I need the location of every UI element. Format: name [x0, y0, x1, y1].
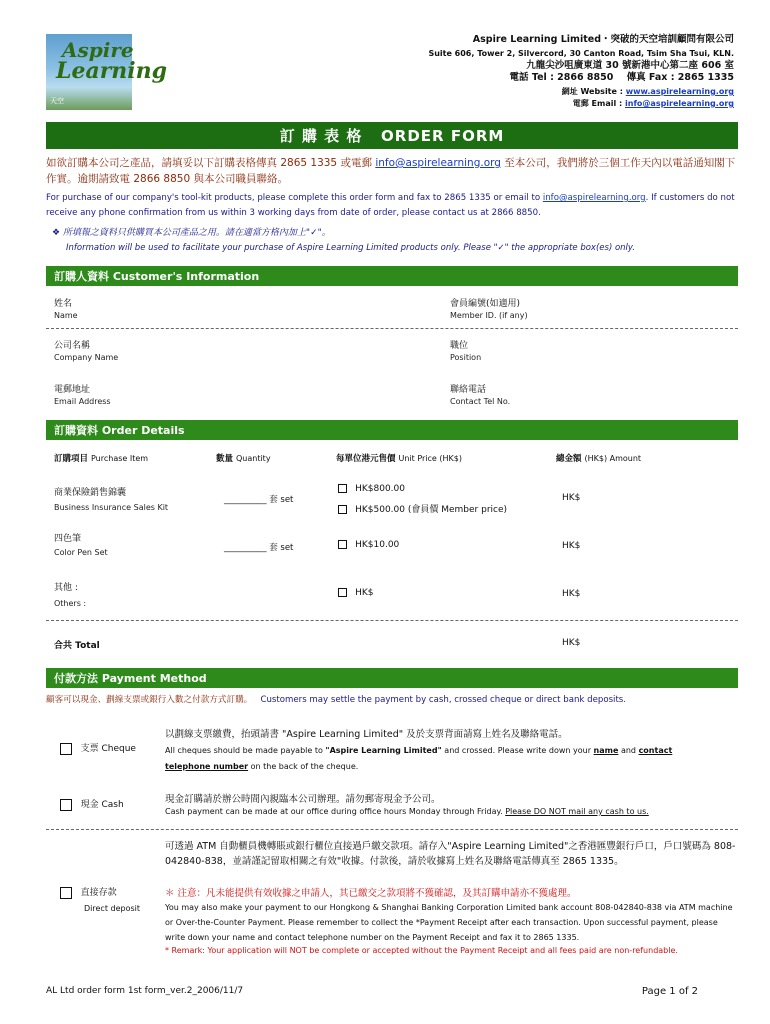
cash-option[interactable] — [60, 797, 124, 811]
company-email — [573, 98, 734, 110]
note-en: Information will be used to facilitate your purchase of Aspire Learning Limited products only. Please "✓" the appropriate box(es) only. — [66, 243, 635, 253]
item1-price1: HK$800.00 — [355, 484, 405, 494]
deposit-checkbox[interactable] — [60, 887, 72, 899]
company-logo — [46, 34, 168, 110]
cheque-en-contact: contact — [638, 746, 673, 755]
intro-en-part2: . If customers do not receive any phone confirmation from us within 3 working days from date of order, please contact us at 2866 8850. — [46, 193, 735, 218]
label-company-cn: 公司名稱 — [54, 341, 91, 351]
item3-price1: HK$ — [355, 588, 374, 598]
cash-en-2: Please DO NOT mail any cash to us. — [505, 807, 649, 816]
label-email-en: Email Address — [54, 397, 111, 406]
item1-name-cn: 商業保險銷售錦囊 — [54, 488, 127, 498]
section-order-details: 訂購資料 Order Details — [46, 420, 738, 440]
item2-price1: HK$10.00 — [355, 540, 400, 550]
cheque-en-2: and crossed. Please write down your — [444, 746, 591, 755]
logo-word-learning: Learning — [56, 58, 168, 84]
col-total-cn: 總金額 — [556, 454, 582, 464]
payment-intro-en: Customers may settle the payment by cash, crossed cheque or direct bank deposits. — [260, 695, 627, 705]
website-link[interactable]: www.aspirelearning.org — [625, 87, 734, 96]
company-phone-fax — [510, 72, 734, 84]
note-cn: ❖ 所填報之資料只供購買本公司產品之用。請在適當方格內加上"✓"。 — [52, 228, 331, 238]
col-total-en: (HK$) Amount — [584, 454, 642, 463]
deposit-option[interactable] — [60, 885, 117, 899]
form-title-banner — [46, 122, 738, 149]
form-title-cn: 訂 購 表 格 — [279, 127, 363, 145]
item1-qty-field[interactable]: __________ 套 set — [224, 495, 294, 505]
company-name: Aspire Learning Limited・突破的天空培訓顧問有限公司 — [472, 34, 734, 45]
item1-price2: HK$500.00 (會員價 Member price) — [355, 505, 508, 515]
item2-amount[interactable]: HK$ — [562, 541, 581, 551]
intro-cn-part1: 如欲訂購本公司之產品，請填妥以下訂購表格傳真 2865 1335 或電郵 — [46, 157, 372, 169]
col-header-amount — [556, 452, 641, 464]
col-price-cn: 每單位港元售價 — [336, 454, 396, 464]
payment-intro — [46, 693, 626, 705]
cheque-checkbox[interactable] — [60, 743, 72, 755]
label-tel-en: Contact Tel No. — [450, 397, 511, 406]
item3-amount[interactable]: HK$ — [562, 589, 581, 599]
divider — [46, 620, 738, 621]
cheque-cn: 以劃線支票繳費，抬頭請書 "Aspire Learning Limited" 及於支票背面請寫上姓名及聯絡電話。 — [165, 729, 568, 740]
item3-name-en: Others : — [54, 599, 87, 608]
logo-word-aspire: Aspire — [62, 38, 134, 62]
item1-price1-checkbox[interactable] — [338, 484, 347, 493]
section-payment-method: 付款方法 Payment Method — [46, 668, 738, 688]
total-label: 合共 Total — [54, 641, 100, 651]
item2-price1-row — [338, 540, 399, 550]
divider — [46, 829, 738, 830]
divider — [46, 328, 738, 329]
col-price-en: Unit Price (HK$) — [398, 454, 462, 463]
intro-en-email-link[interactable]: info@aspirelearning.org — [542, 193, 646, 203]
cash-en — [165, 807, 735, 816]
deposit-label-en: Direct deposit — [84, 904, 140, 913]
item3-price1-row — [338, 588, 374, 598]
intro-cn — [46, 155, 738, 187]
item2-name-cn: 四色筆 — [54, 534, 82, 544]
item2-price1-checkbox[interactable] — [338, 540, 347, 549]
item1-price1-row — [338, 484, 405, 494]
intro-cn-part2: 至本公司，我們將於三個工作天內以電話通知閣下作實。逾期請致電 2866 8850 與本公司職員聯絡。 — [46, 157, 736, 185]
item2-qty-field[interactable]: __________ 套 set — [224, 543, 294, 553]
cash-checkbox[interactable] — [60, 799, 72, 811]
footer-version: AL Ltd order form 1st form_ver.2_2006/11/7 — [46, 986, 244, 996]
label-tel-cn: 聯絡電話 — [450, 385, 487, 395]
logo-cn: 天空 — [50, 97, 64, 105]
company-address-en: Suite 606, Tower 2, Silvercord, 30 Canton Road, Tsim Sha Tsui, KLN. — [428, 49, 734, 58]
intro-en-part1: For purchase of our company's tool-kit products, please complete this order form and fax to 2865 1335 or email to — [46, 193, 541, 203]
cash-label: 現金 Cash — [80, 800, 124, 810]
fax: 傳真 Fax : 2865 1335 — [626, 72, 734, 83]
email-label: 電郵 Email : — [572, 99, 623, 108]
cheque-option[interactable] — [60, 741, 136, 755]
item1-name-en: Business Insurance Sales Kit — [54, 503, 169, 512]
cash-cn: 現金訂購請於辦公時間內親臨本公司辦理。請勿郵寄現金予公司。 — [165, 794, 441, 805]
footer-page: Page 1 of 2 — [641, 986, 698, 997]
label-position-cn: 職位 — [450, 341, 469, 351]
item3-name-cn: 其他 : — [54, 583, 78, 593]
item3-price1-checkbox[interactable] — [338, 588, 347, 597]
cheque-en-bold: "Aspire Learning Limited" — [325, 746, 442, 755]
intro-cn-email-link[interactable]: info@aspirelearning.org — [375, 157, 501, 169]
item1-amount[interactable]: HK$ — [562, 493, 581, 503]
label-member-en: Member ID. (if any) — [450, 311, 528, 320]
cheque-en — [165, 743, 735, 775]
col-item-cn: 訂購項目 — [54, 454, 89, 464]
item1-price2-row — [338, 502, 507, 515]
cheque-en-and: and — [620, 746, 637, 755]
label-email-cn: 電郵地址 — [54, 385, 91, 395]
item2-name-en: Color Pen Set — [54, 548, 108, 557]
col-header-price — [336, 452, 462, 464]
col-qty-cn: 數量 — [216, 454, 234, 464]
company-website — [562, 86, 734, 98]
payment-intro-cn: 顧客可以現金、劃線支票或銀行入數之付款方式訂購。 — [46, 695, 253, 705]
email-link[interactable]: info@aspirelearning.org — [625, 99, 734, 108]
label-name-cn: 姓名 — [54, 299, 73, 309]
cheque-en-1: All cheques should be made payable to — [165, 746, 323, 755]
intro-en — [46, 191, 738, 221]
cheque-en-name: name — [593, 746, 619, 755]
item1-price2-checkbox[interactable] — [338, 505, 347, 514]
col-qty-en: Quantity — [235, 454, 271, 463]
website-label: 網址 Website : — [561, 87, 623, 96]
total-amount[interactable]: HK$ — [562, 638, 581, 648]
section-customer-info: 訂購人資料 Customer's Information — [46, 266, 738, 286]
cheque-en-tel: telephone number — [165, 762, 249, 771]
deposit-en: You may also make your payment to our Hongkong & Shanghai Banking Corporation Limited bank account 808-042840-838 via ATM machine or Over-the-Counter Payment. Please remember to collect the *Payment Receipt after each transaction. Upon successful payment, please write down your name and contact telephone number on the Payment Receipt and fax it to 2865 1335. — [165, 903, 733, 942]
col-header-qty — [216, 452, 271, 464]
cash-en-1: Cash payment can be made at our office during office hours Monday through Friday. — [165, 807, 503, 816]
label-name-en: Name — [54, 311, 78, 320]
cheque-en-3: on the back of the cheque. — [250, 762, 359, 771]
form-title-en: ORDER FORM — [381, 126, 505, 145]
deposit-label-cn: 直接存款 — [80, 888, 117, 898]
label-company-en: Company Name — [54, 353, 119, 362]
label-position-en: Position — [450, 353, 482, 362]
label-member-cn: 會員編號(如適用) — [450, 299, 521, 309]
deposit-cn: 可透過 ATM 自動櫃員機轉賬或銀行櫃位直接過戶繳交款項。請存入"Aspire Learning Limited"之香港匯豐銀行戶口，戶口號碼為 808-042840-838，並請謹記留取相關之有效"收據。付款後，請於收據寫上姓名及聯絡電話傳真至 2865 1335。 — [165, 841, 736, 867]
cheque-label: 支票 Cheque — [80, 744, 136, 754]
deposit-cn-remark: ＊ 注意：凡未能提供有效收據之申請人，其已繳交之款項將不獲確認，及其訂購申請亦不獲處理。 — [165, 888, 577, 899]
phone: 電話 Tel : 2866 8850 — [509, 72, 614, 83]
company-address-cn: 九龍尖沙咀廣東道 30 號新港中心第二座 606 室 — [526, 60, 734, 71]
col-header-item — [54, 452, 148, 464]
col-item-en: Purchase Item — [90, 454, 149, 463]
deposit-en-remark: * Remark: Your application will NOT be complete or accepted without the Payment Receipt and all fees paid are non-refundable. — [165, 946, 678, 955]
